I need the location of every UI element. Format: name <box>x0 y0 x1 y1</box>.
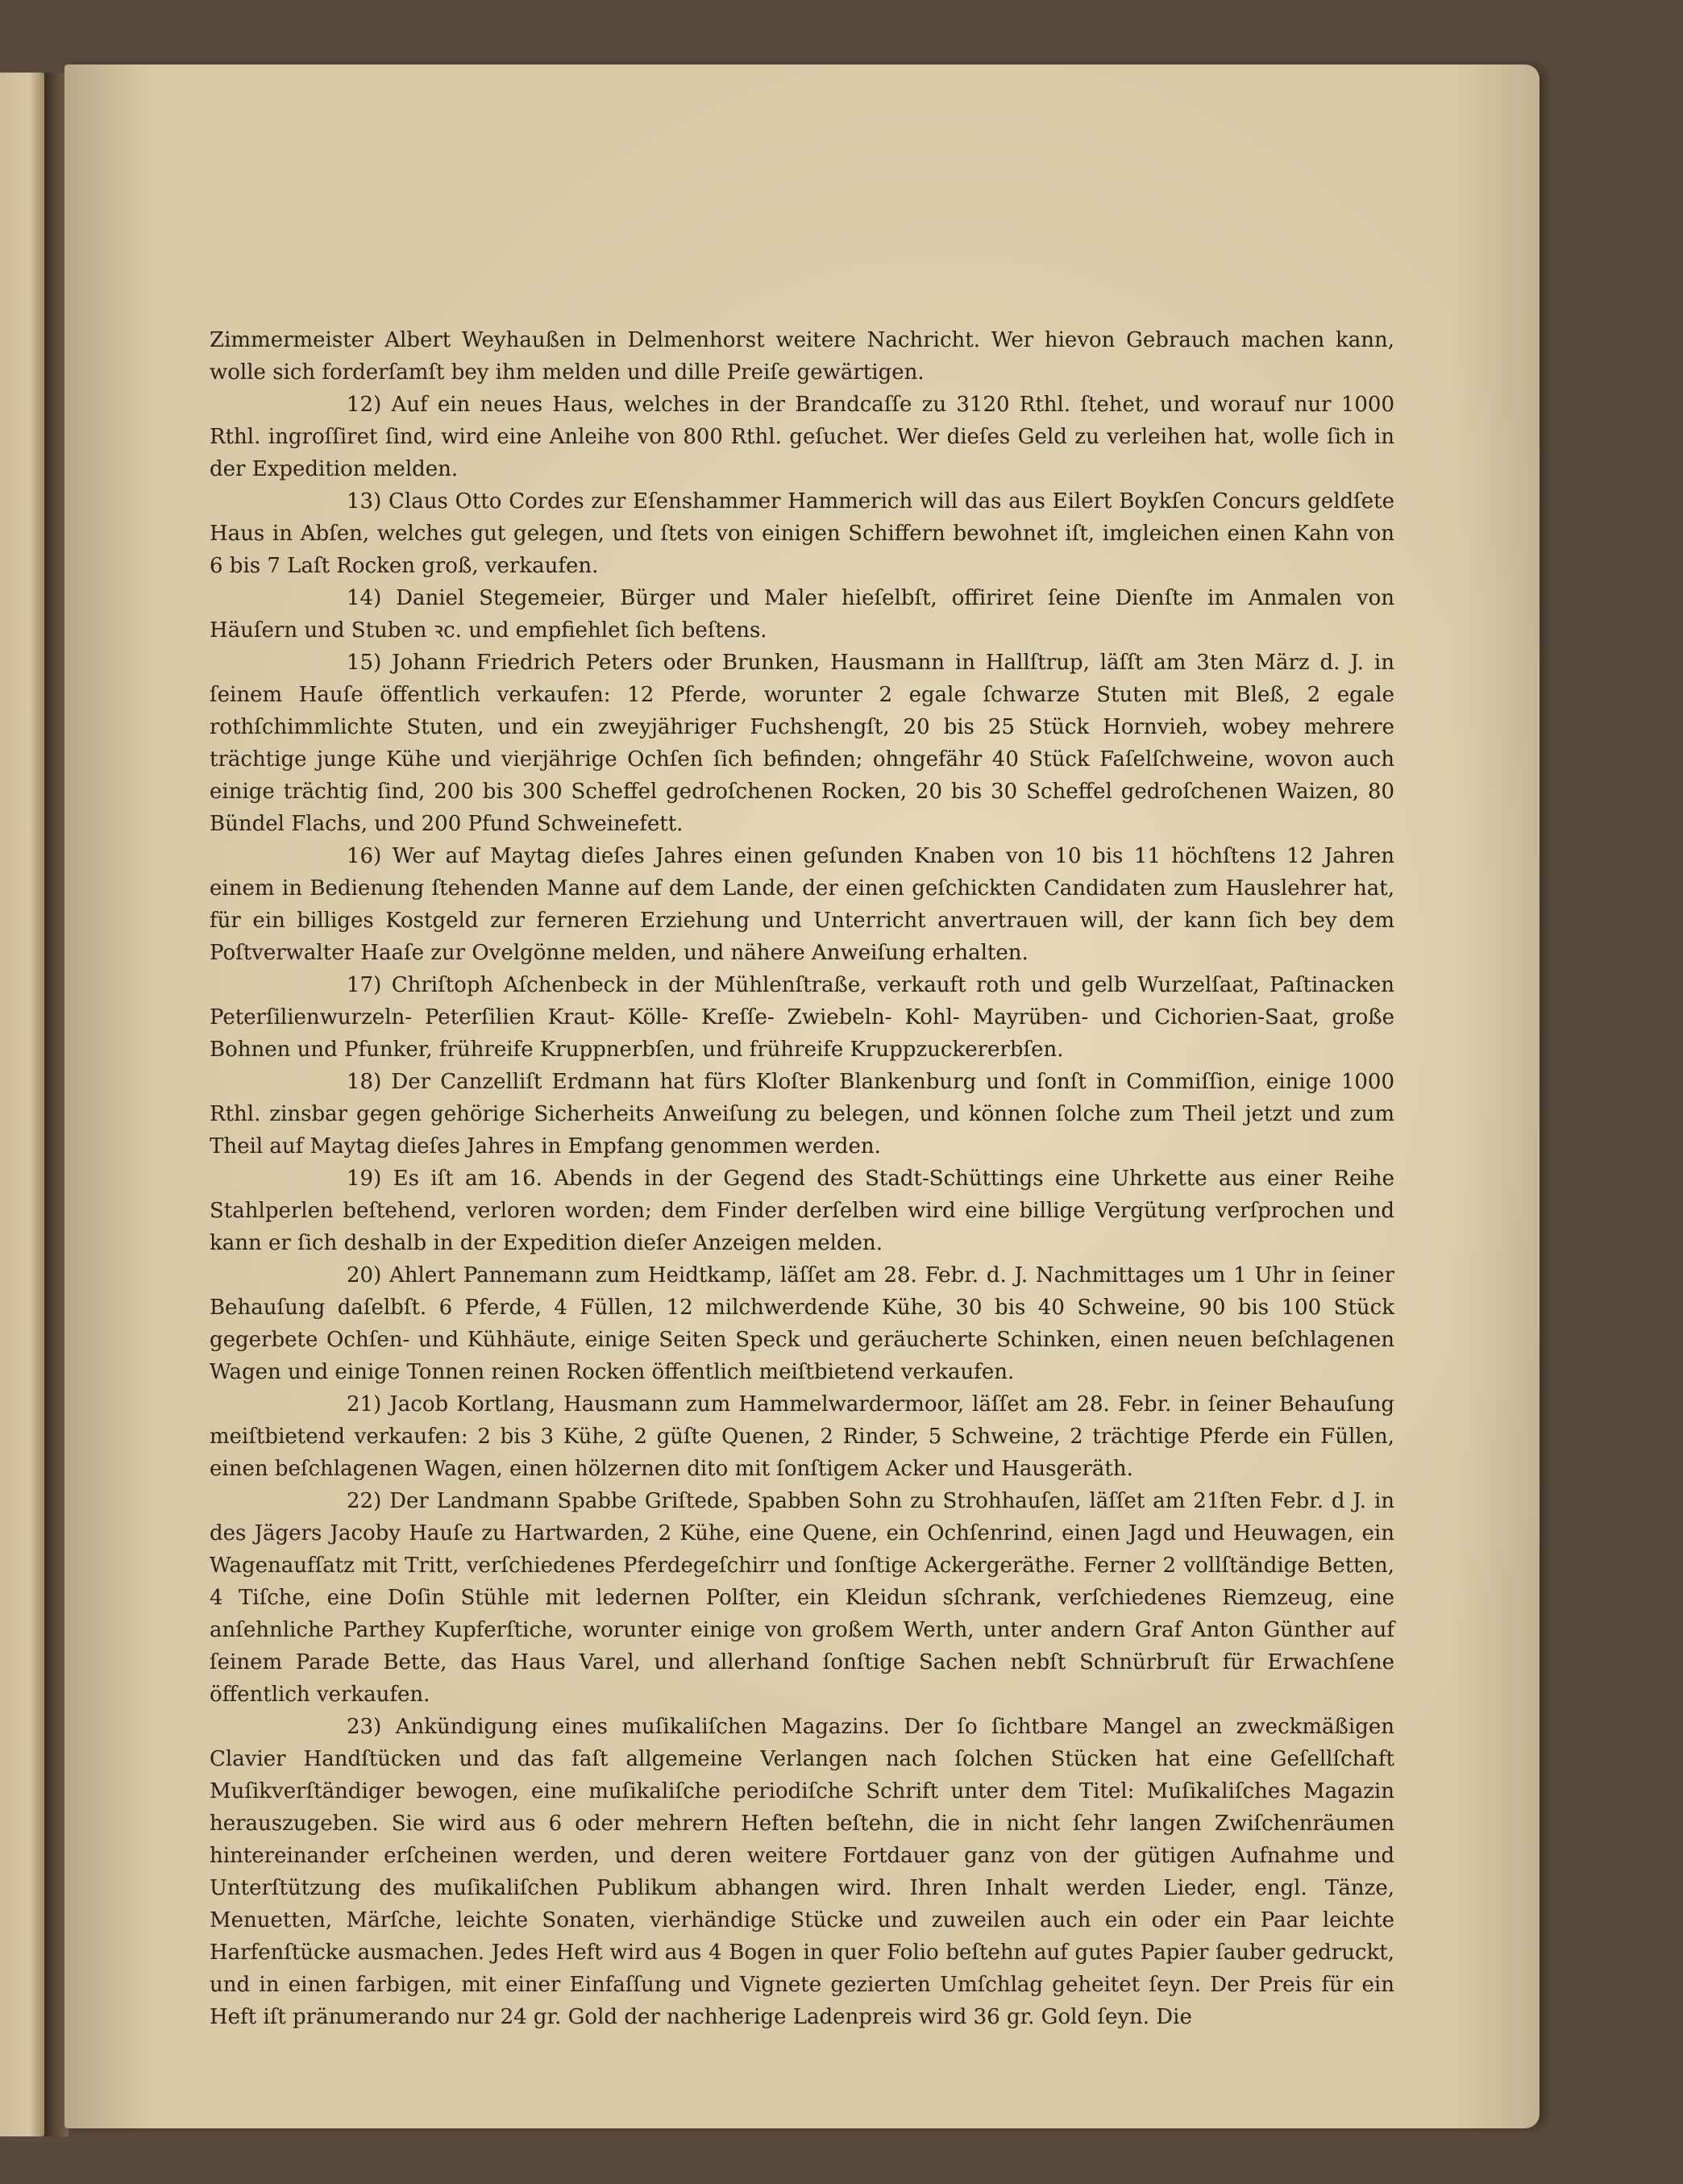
notice-16: 16) Wer auf Maytag dieſes Jahres einen geſunden Knaben von 10 bis 11 höchſtens 12 Jahren einem in Bedienung ſtehenden Manne auf dem Lande, der einen geſchickten Candidaten zum Hauslehrer hat, für ein billiges Kostgeld zur ferneren Erziehung und Unterricht anvertrauen will, der kann ſich bey dem Poſtverwalter Haaſe zur Ovelgönne melden, und nähere Anweiſung erhalten. <box>210 844 1394 965</box>
notice-19: 19) Es iſt am 16. Abends in der Gegend des Stadt-Schüttings eine Uhrkette aus einer Reihe Stahlperlen beſtehend, verloren worden; dem Finder derſelben wird eine billige Vergütung verſprochen und kann er ſich deshalb in der Expedition dieſer Anzeigen melden. <box>210 1167 1394 1255</box>
notice-20: 20) Ahlert Pannemann zum Heidtkamp, läſſet am 28. Febr. d. J. Nachmittages um 1 Uhr in ſeiner Behauſung daſelbſt. 6 Pferde, 4 Füllen, 12 milchwerdende Kühe, 30 bis 40 Schweine, 90 bis 100 Stück gegerbete Ochſen- und Kühhäute, einige Seiten Speck und geräucherte Schinken, einen neuen beſchlagenen Wagen und einige Tonnen reinen Rocken öffentlich meiſtbietend verkaufen. <box>210 1263 1394 1384</box>
facing-page-edge <box>0 73 48 2136</box>
notice-21: 21) Jacob Kortlang, Hausmann zum Hammelwardermoor, läſſet am 28. Febr. in ſeiner Behauſung meiſtbietend verkaufen: 2 bis 3 Kühe, 2 güſte Quenen, 2 Rinder, 5 Schweine, 2 trächtige Pferde ein Füllen, einen beſchlagenen Wagen, einen hölzernen dito mit ſonſtigem Acker und Hausgeräth. <box>210 1392 1394 1481</box>
document-page <box>64 64 1540 2128</box>
notice-12: 12) Auf ein neues Haus, welches in der Brandcaſſe zu 3120 Rthl. ſtehet, und worauf nur 1000 Rthl. ingroſſiret ſind, wird eine Anleihe von 800 Rthl. geſuchet. Wer dieſes Geld zu verleihen hat, wolle ſich in der Expedition melden. <box>210 393 1394 481</box>
notice-13: 13) Claus Otto Cordes zur Eſenshammer Hammerich will das aus Eilert Boykſen Concurs geldſete Haus in Abſen, welches gut gelegen, und ſtets von einigen Schiffern bewohnet iſt, imgleichen einen Kahn von 6 bis 7 Laſt Rocken groß, verkaufen. <box>210 489 1394 578</box>
notice-23: 23) Ankündigung eines muſikaliſchen Magazins. Der ſo ſichtbare Mangel an zweckmäßigen Clavier Handſtücken und das faſt allgemeine Verlangen nach ſolchen Stücken hat eine Geſellſchaft Muſikverſtändiger bewogen, eine muſikaliſche periodiſche Schrift unter dem Titel: Muſikaliſches Magazin herauszugeben. Sie wird aus 6 oder mehrern Heften beſtehn, die in nicht ſehr langen Zwiſchenräumen hintereinander erſcheinen werden, und deren weitere Fortdauer ganz von der gütigen Aufnahme und Unterſtützung des muſikaliſchen Publikum abhangen wird. Ihren Inhalt werden Lieder, engl. Tänze, Menuetten, Märſche, leichte Sonaten, vierhändige Stücke und zuweilen auch ein oder ein Paar leichte Harfenſtücke ausmachen. Jedes Heft wird aus 4 Bogen in quer Folio beſtehn auf gutes Papier ſauber gedruckt, und in einen farbigen, mit einer Einfaſſung und Vignete gezierten Umſchlag geheitet ſeyn. Der Preis für ein Heft iſt pränumerando nur 24 gr. Gold der nachherige Ladenpreis wird 36 gr. Gold ſeyn. Die <box>210 1715 1394 2029</box>
notice-15: 15) Johann Friedrich Peters oder Brunken, Hausmann in Hallſtrup, läſſt am 3ten März d. J. in ſeinem Hauſe öffentlich verkaufen: 12 Pferde, worunter 2 egale ſchwarze Stuten mit Bleß, 2 egale rothſchimmlichte Stuten, und ein zweyjähriger Fuchshengſt, 20 bis 25 Stück Hornvieh, wobey mehrere trächtige junge Kühe und vierjährige Ochſen ſich befinden; ohngefähr 40 Stück Faſelſchweine, wovon auch einige trächtig ſind, 200 bis 300 Scheffel gedroſchenen Rocken, 20 bis 30 Scheffel gedroſchenen Waizen, 80 Bündel Flachs, und 200 Pfund Schweinefett. <box>210 651 1394 836</box>
page-text <box>210 324 1394 2033</box>
notice-17: 17) Chriſtoph Aſchenbeck in der Mühlenſtraße, verkauft roth und gelb Wurzelſaat, Paſtinacken Peterſilienwurzeln- Peterſilien Kraut- Kölle- Kreſſe- Zwiebeln- Kohl- Mayrüben- und Cichorien-Saat, große Bohnen und Pfunker, frühreife Kruppnerbſen, und frühreife Kruppzuckererbſen. <box>210 973 1394 1062</box>
notice-14: 14) Daniel Stegemeier, Bürger und Maler hieſelbſt, offiriret ſeine Dienſte im Anmalen von Häuſern und Stuben ꝛc. und empfiehlet ſich beſtens. <box>210 586 1394 643</box>
paragraph-continuation: Zimmermeister Albert Weyhaußen in Delmenhorst weitere Nachricht. Wer hievon Gebrauch machen kann, wolle sich forderſamſt bey ihm melden und dille Preiſe gewärtigen. <box>210 328 1394 385</box>
notice-18: 18) Der Canzelliſt Erdmann hat fürs Kloſter Blankenburg und ſonſt in Commiſſion, einige 1000 Rthl. zinsbar gegen gehörige Sicherheits Anweiſung zu belegen, und können ſolche zum Theil jetzt und zum Theil auf Maytag dieſes Jahres in Empfang genommen werden. <box>210 1070 1394 1159</box>
notice-22: 22) Der Landmann Spabbe Griſtede, Spabben Sohn zu Strohhauſen, läſſet am 21ſten Febr. d J. in des Jägers Jacoby Hauſe zu Hartwarden, 2 Kühe, eine Quene, ein Ochſenrind, einen Jagd und Heuwagen, ein Wagenaufſatz mit Tritt, verſchiedenes Pferdegeſchirr und ſonſtige Ackergeräthe. Ferner 2 vollſtändige Betten, 4 Tiſche, eine Doſin Stühle mit ledernen Polſter, ein Kleidun sſchrank, verſchiedenes Riemzeug, eine anſehnliche Parthey Kupferſtiche, worunter einige von großem Werth, unter andern Graf Anton Günther auf ſeinem Parade Bette, das Haus Varel, und allerhand ſonſtige Sachen nebſt Schnürbruſt für Erwachſene öffentlich verkaufen. <box>210 1489 1394 1707</box>
